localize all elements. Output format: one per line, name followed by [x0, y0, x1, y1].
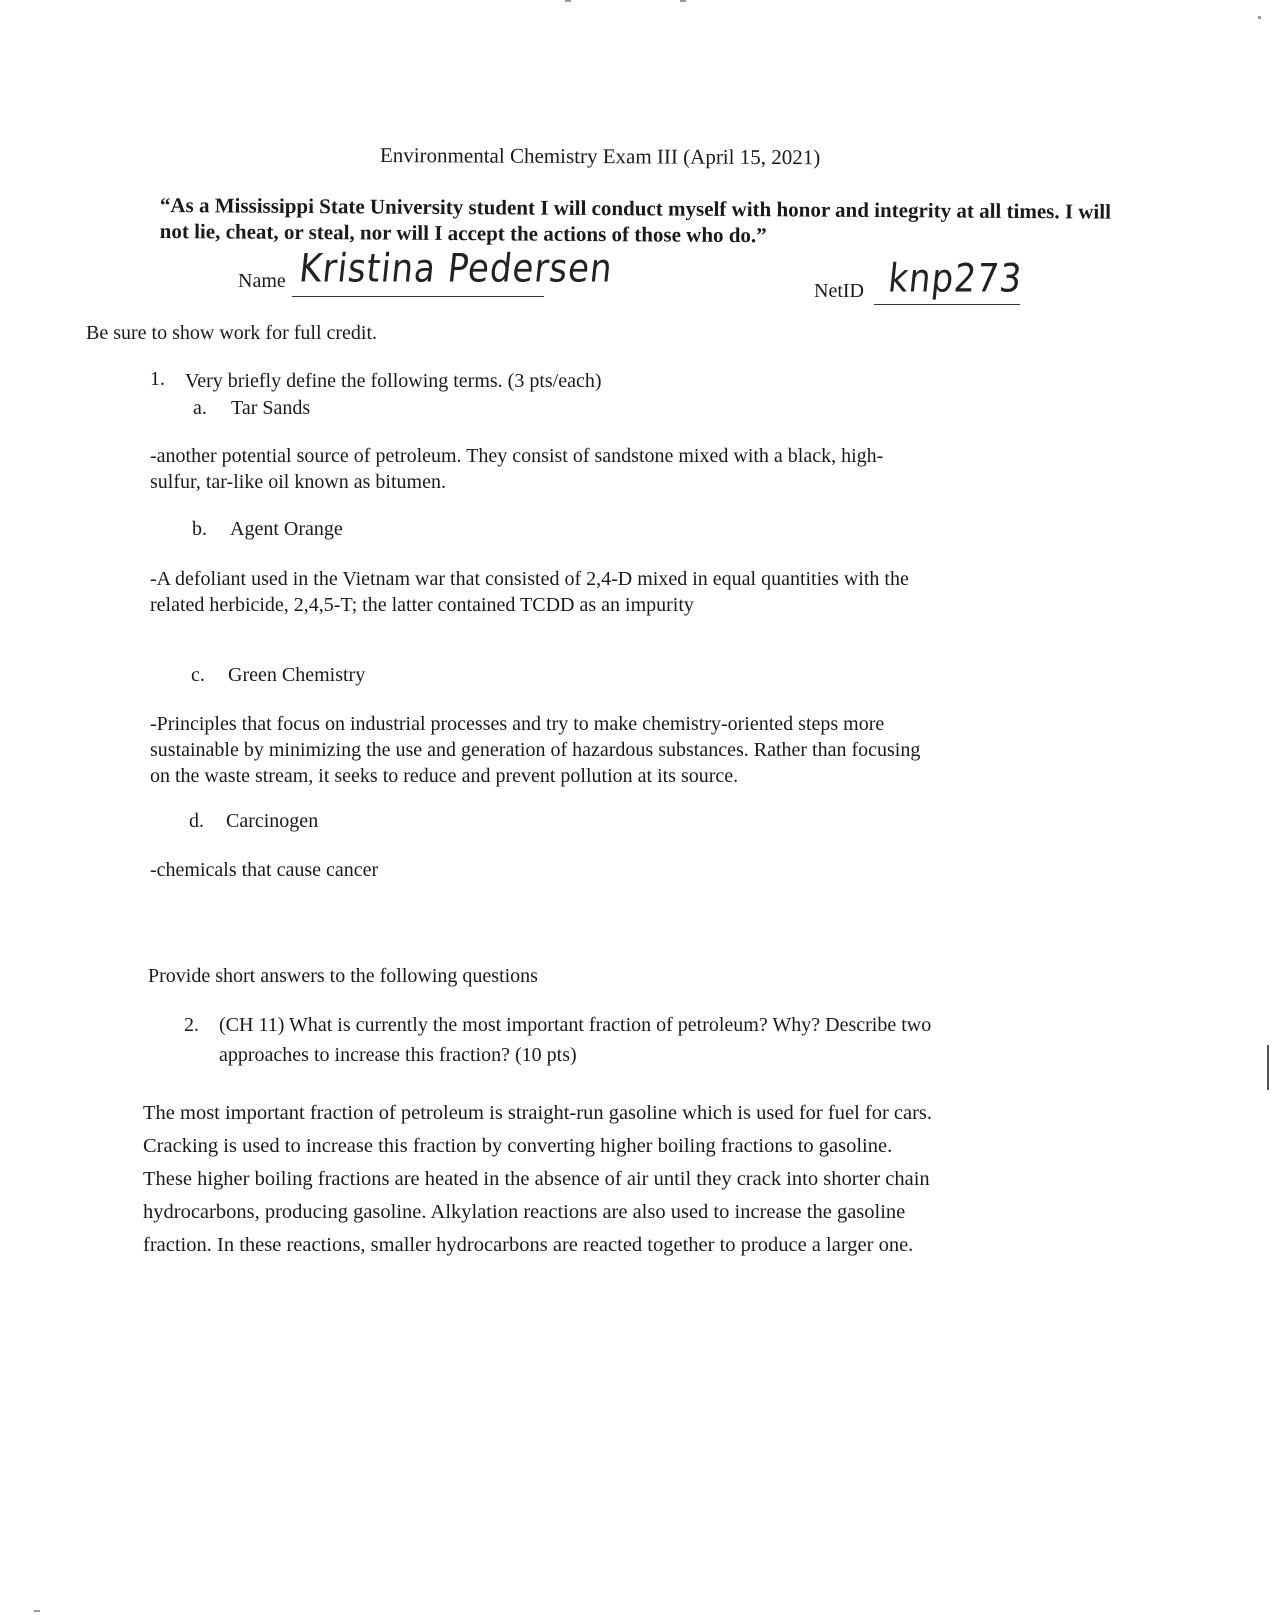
question-2-answer-line-1: The most important fraction of petroleum is straight-run gasoline which is used for fuel for cars. — [143, 1102, 933, 1124]
part-d-answer-line-1: -chemicals that cause cancer — [150, 859, 379, 881]
section-2-heading: Provide short answers to the following questions — [148, 965, 538, 987]
part-b-answer-line-1: -A defoliant used in the Vietnam war that consisted of 2,4-D mixed in equal quantities with the — [150, 568, 909, 590]
part-a-letter: a. — [193, 397, 207, 419]
scan-artifact-dot — [565, 0, 571, 2]
question-2-number: 2. — [184, 1014, 199, 1036]
question-2-answer-line-5: fraction. In these reactions, smaller hydrocarbons are reacted together to produce a larger one. — [143, 1234, 914, 1256]
scan-artifact-mark — [1267, 1045, 1269, 1090]
part-c-answer-line-1: -Principles that focus on industrial processes and try to make chemistry-oriented steps more — [150, 713, 885, 735]
part-a-answer-line-1: -another potential source of petroleum. They consist of sandstone mixed with a black, high- — [150, 445, 884, 467]
question-2-prompt-line-1: (CH 11) What is currently the most important fraction of petroleum? Why? Describe two — [219, 1014, 932, 1036]
instruction-text: Be sure to show work for full credit. — [86, 322, 378, 344]
scan-artifact-dot — [680, 0, 686, 2]
part-c-answer-line-2: sustainable by minimizing the use and generation of hazardous substances. Rather than focusing — [150, 739, 921, 761]
part-a-term: Tar Sands — [231, 397, 311, 419]
question-2-answer-line-4: hydrocarbons, producing gasoline. Alkylation reactions are also used to increase the gasoline — [143, 1201, 906, 1223]
exam-title: Environmental Chemistry Exam III (April 15, 2021) — [379, 143, 821, 170]
scan-artifact-dot — [1258, 16, 1261, 19]
scan-artifact-dot — [34, 1610, 40, 1612]
question-2-answer-line-2: Cracking is used to increase this fraction by converting higher boiling fractions to gasoline. — [143, 1135, 893, 1157]
part-c-answer-line-3: on the waste stream, it seeks to reduce and prevent pollution at its source. — [150, 765, 739, 787]
honor-code-statement: “As a Mississippi State University student I will conduct myself with honor and integrity at all times. I will not lie, cheat, or steal, nor will I accept the actions of those who do.” — [159, 192, 1112, 248]
netid-label: NetID — [814, 280, 864, 302]
part-d-term: Carcinogen — [226, 810, 319, 832]
question-1-number: 1. — [150, 368, 165, 390]
question-2-prompt-line-2: approaches to increase this fraction? (10 pts) — [219, 1044, 577, 1066]
question-2-answer-line-3: These higher boiling fractions are heated in the absence of air until they crack into shorter chain — [143, 1168, 930, 1190]
name-blank-line — [292, 296, 544, 297]
name-handwritten: Kristina Pedersen — [297, 246, 616, 292]
netid-handwritten: knp273 — [886, 256, 1025, 302]
name-label: Name — [238, 270, 286, 292]
part-b-letter: b. — [192, 518, 207, 540]
part-b-term: Agent Orange — [230, 518, 343, 540]
part-a-answer-line-2: sulfur, tar-like oil known as bitumen. — [150, 471, 446, 493]
netid-blank-line — [874, 304, 1020, 305]
part-c-term: Green Chemistry — [228, 664, 366, 686]
part-b-answer-line-2: related herbicide, 2,4,5-T; the latter contained TCDD as an impurity — [150, 594, 694, 616]
question-1-prompt: Very briefly define the following terms. (3 pts/each) — [185, 370, 602, 392]
part-d-letter: d. — [189, 810, 204, 832]
part-c-letter: c. — [191, 664, 205, 686]
